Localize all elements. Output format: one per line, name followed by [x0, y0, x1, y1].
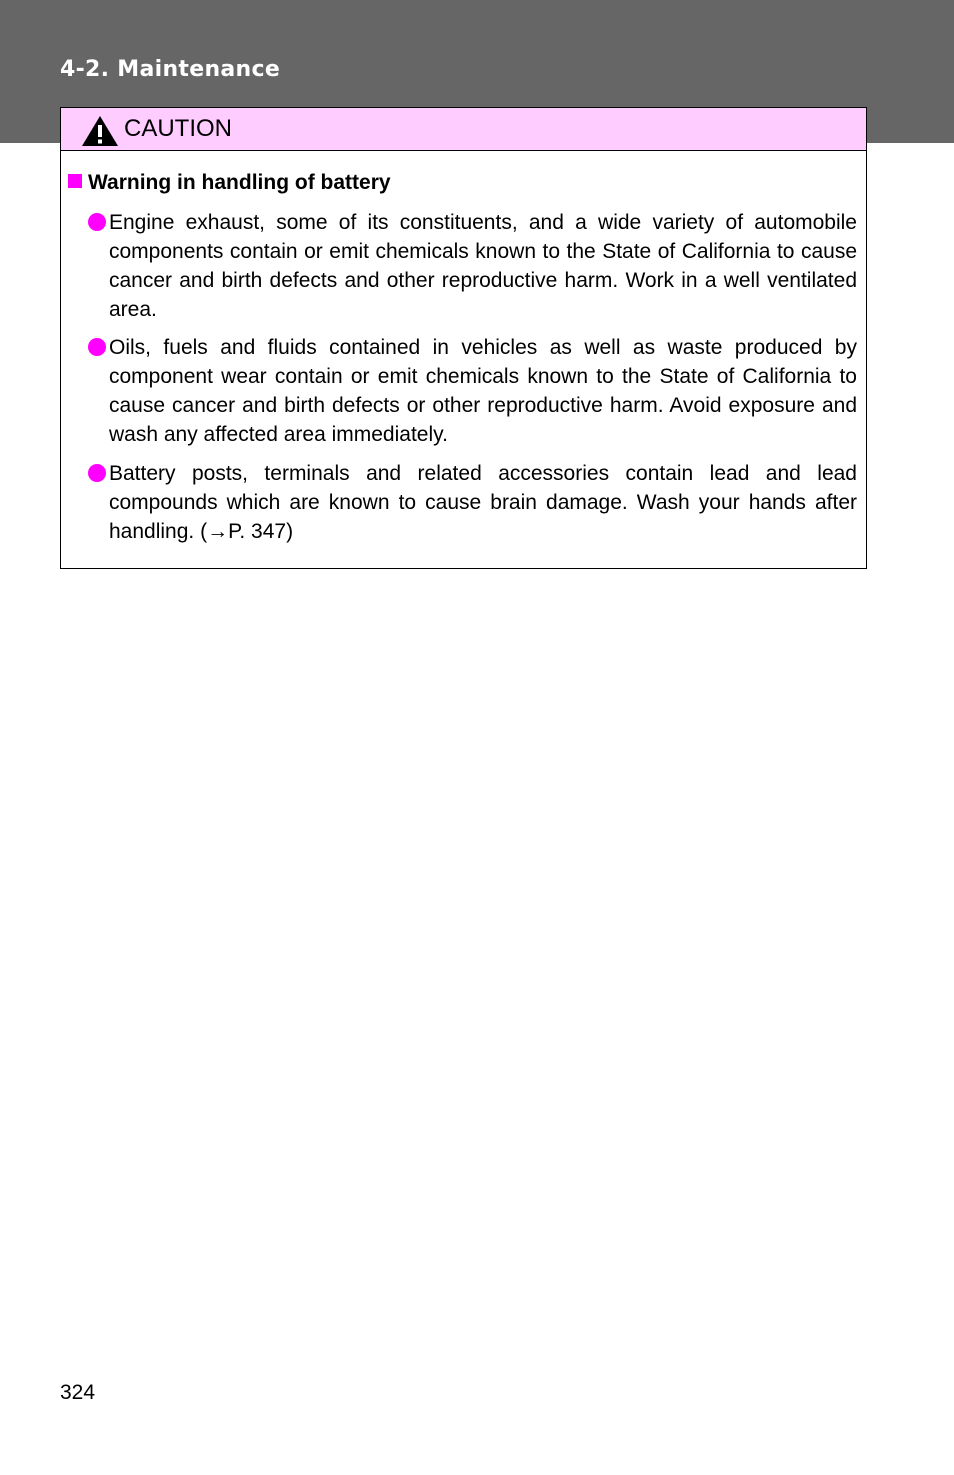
subheading-text: Warning in handling of battery [88, 171, 391, 194]
warning-triangle-icon [81, 115, 119, 147]
square-bullet-icon [68, 174, 82, 188]
caution-box [60, 107, 867, 569]
bullet-dot-icon [88, 338, 106, 356]
list-item-text: Oils, fuels and fluids contained in vehicles as well as waste produced by component wear contain or emit chemicals known to the State of California to cause cancer and birth defects or other reproductive harm. Avoid exposure and wash any affected area immediately. [109, 336, 857, 446]
bullet-dot-icon [88, 213, 106, 231]
list-item [88, 459, 857, 546]
subheading [68, 171, 391, 195]
list-item-text: Engine exhaust, some of its constituents, and a wide variety of automobile components contain or emit chemicals known to the State of California to cause cancer and birth defects and other reproductive harm. Work in a well ventilated area. [109, 211, 857, 321]
section-title: 4-2. Maintenance [60, 57, 281, 82]
caution-label: CAUTION [124, 115, 232, 142]
caution-header [61, 108, 866, 151]
list-item-text: Battery posts, terminals and related accessories contain lead and lead compounds which are known to cause brain damage. Wash your hands after handling. (→P. 347) [109, 462, 857, 543]
list-item [88, 208, 857, 324]
bullet-dot-icon [88, 464, 106, 482]
list-item [88, 333, 857, 449]
page-number: 324 [60, 1381, 96, 1404]
